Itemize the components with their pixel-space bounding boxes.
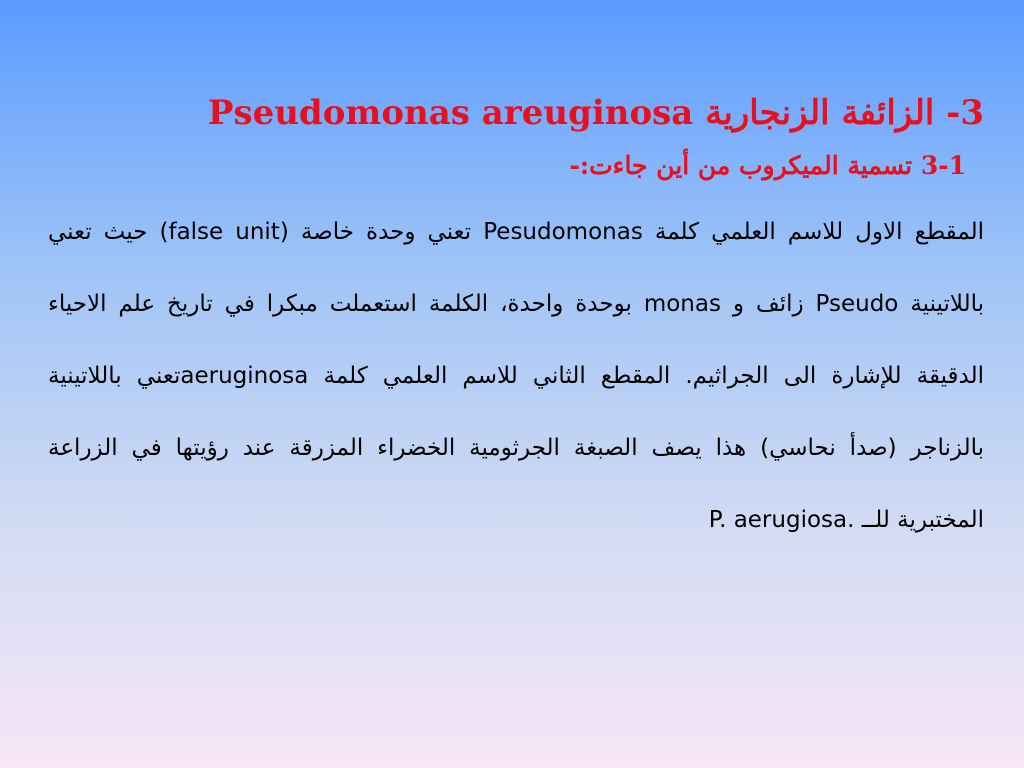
para-segment-6: تعني باللاتينية بالزناجر (صدأ نحاسي) هذا يصف الصبغة الجرثومية الخضراء المزرقة عند رؤيتها في الزراعة المختبرية للــ [48,363,984,533]
latin-term-p-aerugiosa: P. aerugiosa. [708,507,855,533]
para-segment-5: بوحدة واحدة، الكلمة استعملت مبكرا في تاريخ علم الاحياء الدقيقة للإشارة الى الجراثيم. المقطع الثاني للاسم العلمي كلمة [48,291,984,389]
latin-term-aeruginosa: aeruginosa [180,363,309,389]
latin-term-false-unit: (false unit) [159,219,289,245]
title-arabic: الزائفة الزنجارية [705,93,935,133]
para-segment-2: تعني وحدة خاصة [300,219,472,245]
section-subtitle: 3-1 تسمية الميكروب من أين جاءت:- [569,151,966,180]
latin-term-pseudo: Pseudo [815,291,899,317]
title-number: 3- [946,93,984,133]
slide-title [48,88,984,138]
para-segment-1: المقطع الاول للاسم العلمي كلمة [654,219,985,245]
para-segment-4: زائف و [732,291,804,317]
body-paragraph [48,196,984,556]
latin-term-pesudomonas: Pesudomonas [483,219,643,245]
title-latin: Pseudomonas areuginosa [207,93,694,133]
latin-term-monas: monas [643,291,721,317]
para-segment-3: حيث تعني باللاتينية [48,219,985,317]
